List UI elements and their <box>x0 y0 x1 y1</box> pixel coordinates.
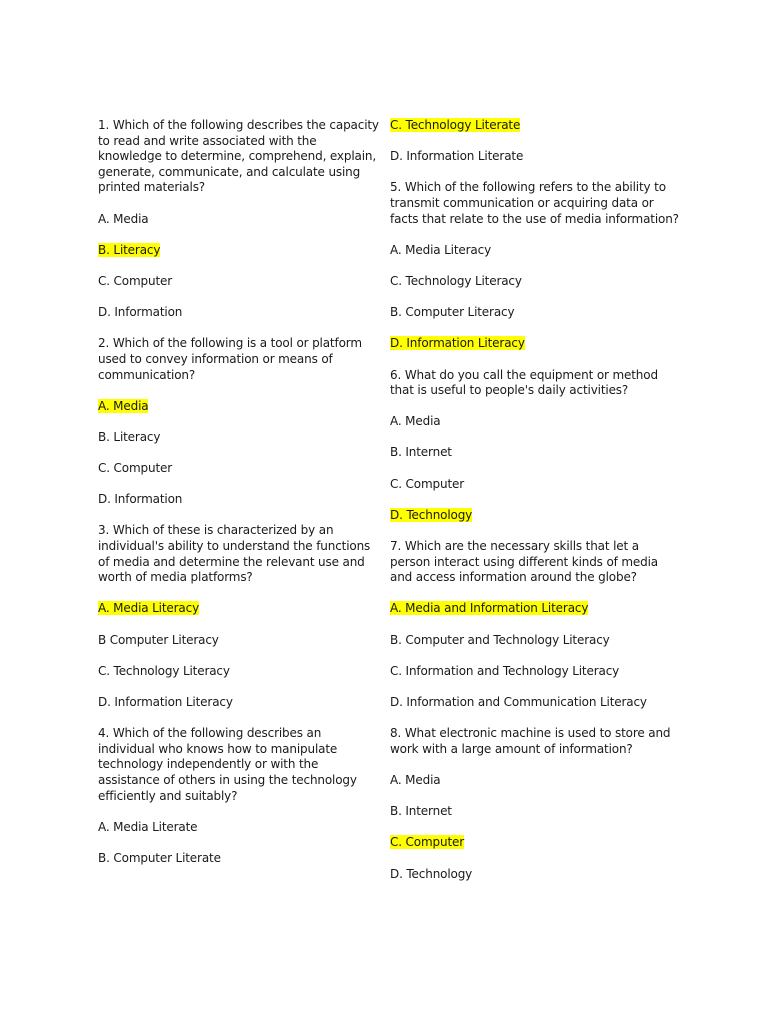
answer-option-highlighted <box>390 336 680 352</box>
option-label: B. Computer Literate <box>98 850 221 865</box>
option-label: A. Media <box>390 772 441 787</box>
question-text <box>390 726 680 757</box>
option-label: D. Information Literacy <box>390 336 525 351</box>
question-label: 1. Which of the following describes the capacity to read and write associated with the knowledge to determine, comprehend, explain, generate, communicate, and calculate using printed materials? <box>98 118 379 195</box>
option-label: C. Information and Technology Literacy <box>390 663 620 678</box>
option-label: C. Computer <box>390 835 465 850</box>
question-text <box>98 118 380 196</box>
answer-option <box>98 212 380 228</box>
option-label: A. Media <box>390 414 441 429</box>
question-label: 6. What do you call the equipment or method that is useful to people's daily activities? <box>390 367 658 398</box>
answer-option <box>98 461 380 477</box>
question-text <box>98 336 380 383</box>
answer-option <box>390 804 680 820</box>
answer-option <box>390 773 680 789</box>
option-label: A. Media Literacy <box>98 601 200 616</box>
option-label: B. Computer Literacy <box>390 305 515 320</box>
answer-option <box>98 820 380 836</box>
answer-option-highlighted <box>390 118 680 134</box>
answer-option-highlighted <box>390 508 680 524</box>
option-label: D. Information <box>98 305 183 320</box>
option-label: A. Media and Information Literacy <box>390 601 589 616</box>
answer-option <box>390 633 680 649</box>
answer-option <box>98 664 380 680</box>
answer-option <box>98 274 380 290</box>
question-text <box>390 368 680 399</box>
answer-option <box>390 664 680 680</box>
answer-option-highlighted <box>98 601 380 617</box>
answer-option <box>98 695 380 711</box>
question-label: 3. Which of these is characterized by an individual's ability to understand the functions of media and determine the relevant use and worth of media platforms? <box>98 523 371 585</box>
option-label: C. Technology Literate <box>390 118 521 132</box>
answer-option <box>98 305 380 321</box>
question-label: 8. What electronic machine is used to store and work with a large amount of information? <box>390 726 671 756</box>
option-label: D. Technology <box>390 507 473 522</box>
option-label: A. Media <box>98 398 149 413</box>
answer-option <box>390 305 680 321</box>
option-label: D. Information Literate <box>390 149 524 164</box>
answer-option <box>390 477 680 493</box>
option-label: D. Technology <box>390 866 473 881</box>
answer-option <box>98 633 380 649</box>
question-text <box>390 539 680 586</box>
answer-option <box>390 274 680 290</box>
answer-option <box>390 414 680 430</box>
answer-option <box>98 492 380 508</box>
answer-option <box>98 430 380 446</box>
question-text <box>98 523 380 585</box>
question-label: 7. Which are the necessary skills that let a person interact using different kinds of media and access information around the globe? <box>390 539 658 585</box>
option-label: B. Literacy <box>98 429 161 444</box>
option-label: C. Computer <box>98 461 173 476</box>
question-text <box>98 726 380 804</box>
option-label: A. Media <box>98 211 149 226</box>
answer-option <box>390 445 680 461</box>
option-label: B. Literacy <box>98 242 161 257</box>
answer-option <box>98 851 380 867</box>
answer-option-highlighted <box>390 835 680 851</box>
left-column <box>98 118 380 882</box>
answer-option-highlighted <box>98 399 380 415</box>
option-label: A. Media Literacy <box>390 242 492 257</box>
option-label: B. Computer and Technology Literacy <box>390 632 610 647</box>
option-label: C. Technology Literacy <box>98 663 230 678</box>
question-label: 2. Which of the following is a tool or platform used to convey information or means of communication? <box>98 336 362 382</box>
option-label: C. Computer <box>98 273 173 288</box>
option-label: B. Internet <box>390 804 452 819</box>
question-label: 5. Which of the following refers to the ability to transmit communication or acquiring data or facts that relate to the use of media information? <box>390 180 679 226</box>
question-text <box>390 180 680 227</box>
answer-option <box>390 867 680 883</box>
option-label: C. Computer <box>390 476 465 491</box>
option-label: D. Information <box>98 492 183 507</box>
option-label: B Computer Literacy <box>98 632 219 647</box>
option-label: D. Information Literacy <box>98 694 233 709</box>
option-label: D. Information and Communication Literacy <box>390 694 647 709</box>
right-column <box>390 118 680 898</box>
option-label: C. Technology Literacy <box>390 273 522 288</box>
answer-option-highlighted <box>390 601 680 617</box>
option-label: B. Internet <box>390 445 452 460</box>
answer-option <box>390 149 680 165</box>
answer-option-highlighted <box>98 243 380 259</box>
answer-option <box>390 243 680 259</box>
answer-option <box>390 695 680 711</box>
option-label: A. Media Literate <box>98 819 198 834</box>
question-label: 4. Which of the following describes an individual who knows how to manipulate technology independently or with the assistance of others in using the technology efficiently and suitably? <box>98 726 357 803</box>
